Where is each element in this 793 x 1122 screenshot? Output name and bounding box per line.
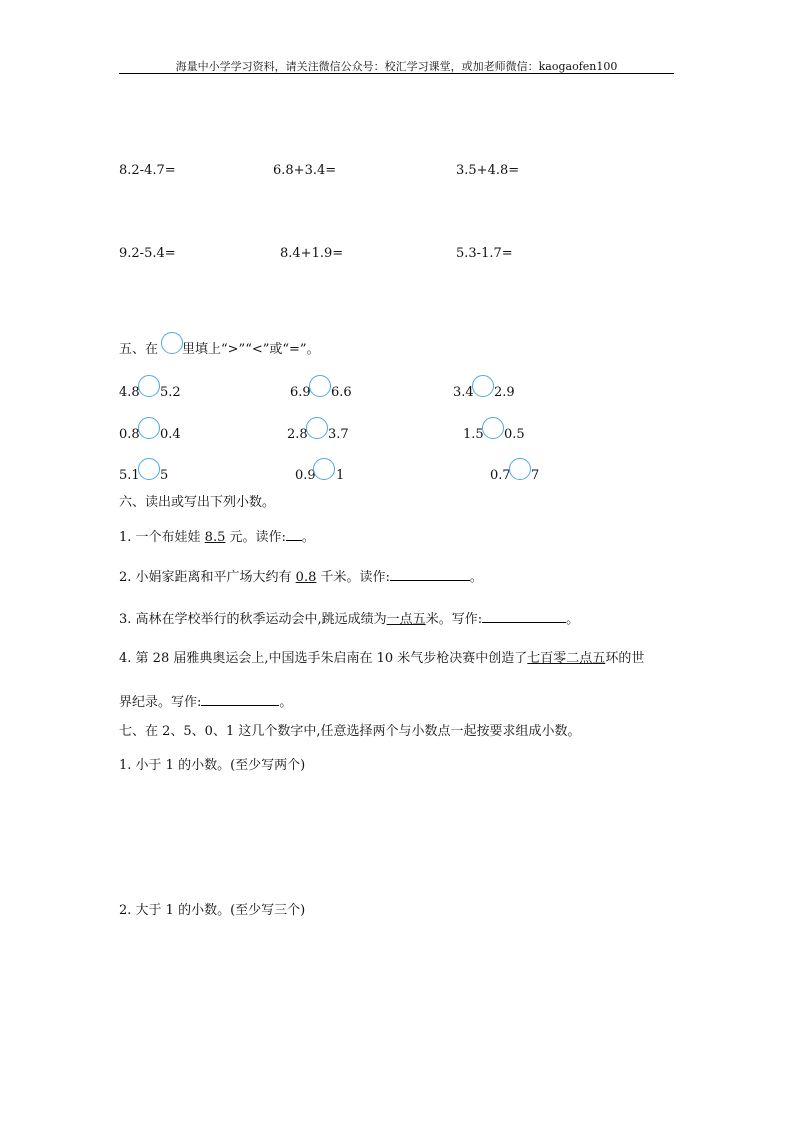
compare-right: 7 bbox=[531, 468, 540, 483]
section-5-suffix: 里填上“>”“<”或“=”。 bbox=[182, 342, 320, 357]
compare-right: 2.9 bbox=[494, 385, 515, 400]
compare-circle[interactable] bbox=[509, 458, 531, 480]
question-6-4: 4. 第 28 届雅典奥运会上,中国选手朱启南在 10 米气步枪决赛中创造了七百零二点五环的世 bbox=[119, 651, 645, 666]
underlined-number: 0.8 bbox=[295, 570, 317, 585]
question-6-3: 3. 高林在学校举行的秋季运动会中,跳远成绩为一点五米。写作: 。 bbox=[119, 609, 579, 628]
compare-right: 0.5 bbox=[504, 427, 525, 442]
compare-right: 6.6 bbox=[331, 385, 352, 400]
compare-circle[interactable] bbox=[482, 417, 504, 439]
question-6-4-continued: 界纪录。写作: 。 bbox=[119, 692, 292, 711]
compare-left: 4.8 bbox=[119, 385, 140, 400]
underlined-words: 一点五 bbox=[386, 612, 426, 627]
question-7-2: 2. 大于 1 的小数。(至少写三个) bbox=[119, 903, 306, 918]
answer-blank[interactable] bbox=[286, 527, 302, 541]
question-6-1: 1. 一个布娃娃 8.5 元。读作: 。 bbox=[119, 527, 315, 546]
compare-circle[interactable] bbox=[306, 417, 328, 439]
compare-circle[interactable] bbox=[138, 458, 160, 480]
compare-circle[interactable] bbox=[161, 332, 183, 354]
compare-left: 3.4 bbox=[453, 385, 474, 400]
section-7-title: 七、在 2、5、0、1 这几个数字中,任意选择两个与小数点一起按要求组成小数。 bbox=[119, 724, 581, 739]
compare-left: 0.8 bbox=[119, 427, 140, 442]
compare-circle[interactable] bbox=[138, 375, 160, 397]
section-5-prefix: 五、在 bbox=[119, 342, 159, 357]
answer-blank[interactable] bbox=[482, 609, 566, 623]
compare-circle[interactable] bbox=[309, 375, 331, 397]
section-5-title bbox=[119, 342, 320, 358]
question-6-2: 2. 小娟家距离和平广场大约有 0.8 千米。读作: 。 bbox=[119, 567, 483, 586]
section-6-title: 六、读出或写出下列小数。 bbox=[119, 495, 276, 510]
compare-right: 3.7 bbox=[328, 427, 349, 442]
compare-left: 1.5 bbox=[463, 427, 484, 442]
compare-right: 1 bbox=[336, 468, 345, 483]
header-rule bbox=[119, 73, 674, 74]
compare-right: 5 bbox=[160, 468, 169, 483]
calc-item: 5.3-1.7= bbox=[456, 246, 513, 261]
underlined-words: 七百零二点五 bbox=[527, 651, 606, 666]
calc-item: 6.8+3.4= bbox=[273, 163, 337, 178]
calc-item: 9.2-5.4= bbox=[119, 246, 176, 261]
compare-left: 5.1 bbox=[119, 468, 140, 483]
compare-right: 5.2 bbox=[160, 385, 181, 400]
question-7-1: 1. 小于 1 的小数。(至少写两个) bbox=[119, 758, 306, 773]
compare-left: 6.9 bbox=[290, 385, 311, 400]
compare-circle[interactable] bbox=[138, 417, 160, 439]
compare-left: 0.9 bbox=[295, 468, 316, 483]
compare-right: 0.4 bbox=[160, 427, 181, 442]
calc-item: 8.2-4.7= bbox=[119, 163, 176, 178]
compare-left: 2.8 bbox=[287, 427, 308, 442]
compare-left: 0.7 bbox=[490, 468, 511, 483]
compare-circle[interactable] bbox=[472, 375, 494, 397]
page-header: 海量中小学学习资料，请关注微信公众号：校汇学习课堂，或加老师微信：kaogaofen100 bbox=[175, 60, 618, 73]
answer-blank[interactable] bbox=[390, 567, 470, 581]
answer-blank[interactable] bbox=[201, 692, 279, 706]
compare-circle[interactable] bbox=[313, 458, 335, 480]
calc-item: 8.4+1.9= bbox=[280, 246, 344, 261]
calc-item: 3.5+4.8= bbox=[456, 163, 520, 178]
underlined-number: 8.5 bbox=[204, 530, 226, 545]
